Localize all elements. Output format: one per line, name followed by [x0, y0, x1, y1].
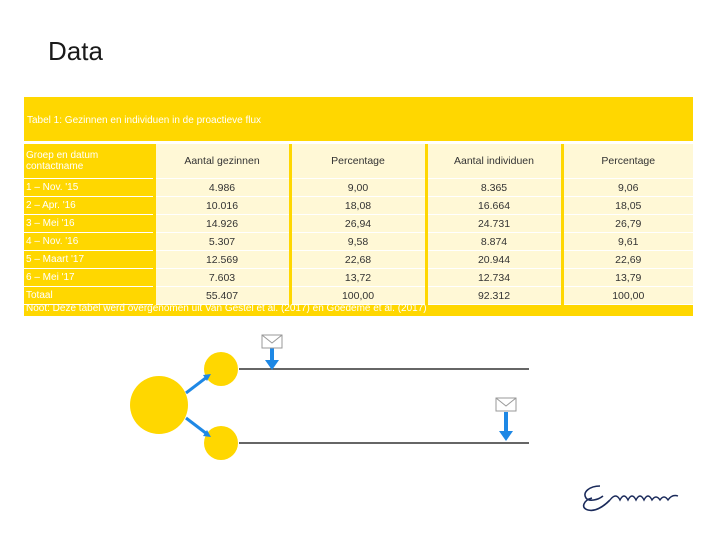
- header-group: Groep en datum contactname: [24, 144, 154, 179]
- erasmus-logo: [584, 486, 678, 510]
- cell-families: 10.016: [154, 197, 290, 215]
- cell-individuals: 8.365: [426, 179, 562, 197]
- row-label-total: Totaal: [24, 287, 154, 305]
- yellow-circle-bottom: [204, 426, 238, 460]
- arrow-line-bottom: [186, 418, 207, 434]
- row-label: 5 – Maart '17: [24, 251, 154, 269]
- cell-percentage: 22,69: [562, 251, 693, 269]
- cell-percentage: 9,06: [562, 179, 693, 197]
- cell-percentage: 22,68: [290, 251, 426, 269]
- cell-percentage: 9,61: [562, 233, 693, 251]
- cell-families: 55.407: [154, 287, 290, 305]
- header-percentage-individuals: Percentage: [562, 144, 693, 179]
- cell-percentage: 100,00: [290, 287, 426, 305]
- cell-percentage: 26,79: [562, 215, 693, 233]
- arrow-line-top: [186, 377, 207, 393]
- cell-individuals: 8.874: [426, 233, 562, 251]
- arrowhead-down-bottom: [499, 431, 513, 441]
- cell-individuals: 16.664: [426, 197, 562, 215]
- yellow-circle-large: [130, 376, 188, 434]
- cell-percentage: 13,72: [290, 269, 426, 287]
- row-label: 1 – Nov. '15: [24, 179, 154, 197]
- cell-individuals: 20.944: [426, 251, 562, 269]
- cell-families: 4.986: [154, 179, 290, 197]
- cell-percentage: 9,00: [290, 179, 426, 197]
- header-percentage-families: Percentage: [290, 144, 426, 179]
- cell-individuals: 92.312: [426, 287, 562, 305]
- cell-percentage: 9,58: [290, 233, 426, 251]
- cell-percentage: 100,00: [562, 287, 693, 305]
- cell-families: 14.926: [154, 215, 290, 233]
- slide-title: Data: [48, 36, 103, 66]
- envelope-icon: [496, 398, 516, 411]
- header-individuals: Aantal individuen: [426, 144, 562, 179]
- cell-percentage: 18,05: [562, 197, 693, 215]
- cell-percentage: 18,08: [290, 197, 426, 215]
- row-label: 4 – Nov. '16: [24, 233, 154, 251]
- table-caption: Tabel 1: Gezinnen en individuen in de proactieve flux: [27, 115, 262, 126]
- cell-families: 7.603: [154, 269, 290, 287]
- cell-individuals: 24.731: [426, 215, 562, 233]
- yellow-circle-top: [204, 352, 238, 386]
- table-note: Noot: Deze tabel werd overgenomen uit Van Gestel et al. (2017) en Goedemé et al. (2017): [26, 303, 427, 314]
- cell-percentage: 13,79: [562, 269, 693, 287]
- cell-families: 12.569: [154, 251, 290, 269]
- row-label: 6 – Mei '17: [24, 269, 154, 287]
- envelope-icon: [262, 335, 282, 348]
- cell-families: 5.307: [154, 233, 290, 251]
- header-families: Aantal gezinnen: [154, 144, 290, 179]
- cell-percentage: 26,94: [290, 215, 426, 233]
- cell-individuals: 12.734: [426, 269, 562, 287]
- row-label: 3 – Mei '16: [24, 215, 154, 233]
- row-label: 2 – Apr. '16: [24, 197, 154, 215]
